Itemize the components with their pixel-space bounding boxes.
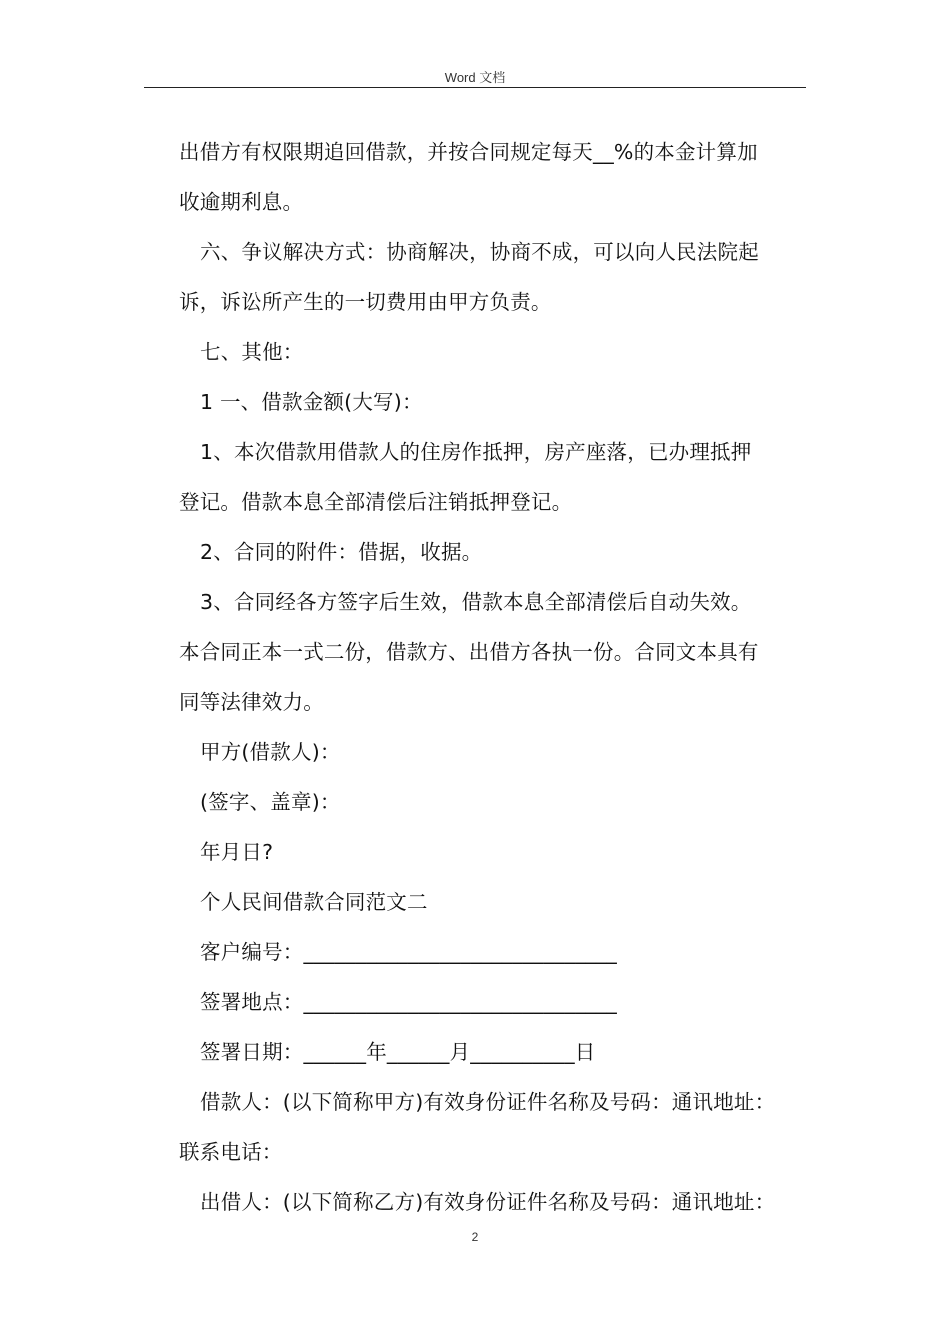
paragraph-line: 1、本次借款用借款人的住房作抵押，房产座落，已办理抵押 xyxy=(200,440,752,464)
section-heading: 七、其他： xyxy=(200,340,304,364)
paragraph-line: 诉，诉讼所产生的一切费用由甲方负责。 xyxy=(179,290,552,314)
paragraph-line: 1 一、借款金额(大写)： xyxy=(200,390,423,414)
paragraph-line: 2、合同的附件：借据，收据。 xyxy=(200,540,483,564)
header-divider xyxy=(144,87,806,88)
document-body xyxy=(179,127,809,1227)
signature-party-label: 甲方(借款人)： xyxy=(200,740,341,764)
signing-date-field: 签署日期：______年______月__________日 xyxy=(200,1040,596,1064)
borrower-info-line: 借款人：(以下简称甲方)有效身份证件名称及号码：通讯地址： xyxy=(200,1090,776,1114)
contact-phone-line: 联系电话： xyxy=(179,1140,283,1164)
page-number: 2 xyxy=(471,1230,479,1244)
paragraph-line: 3、合同经各方签字后生效，借款本息全部清偿后自动失效。 xyxy=(200,590,752,614)
paragraph-line: 收逾期利息。 xyxy=(179,190,304,214)
paragraph-line: 出借方有权限期追回借款，并按合同规定每天__%的本金计算加 xyxy=(179,140,758,164)
page-header: Word 文档 xyxy=(444,70,506,85)
client-number-field: 客户编号：______________________________ xyxy=(200,940,617,964)
date-label: 年月日? xyxy=(200,840,274,864)
paragraph-line: 登记。借款本息全部清偿后注销抵押登记。 xyxy=(179,490,573,514)
paragraph-line: 六、争议解决方式：协商解决，协商不成，可以向人民法院起 xyxy=(200,240,759,264)
signing-place-field: 签署地点：______________________________ xyxy=(200,990,617,1014)
paragraph-line: 本合同正本一式二份，借款方、出借方各执一份。合同文本具有 xyxy=(179,640,759,664)
signature-label: (签字、盖章)： xyxy=(200,790,341,814)
document-subtitle: 个人民间借款合同范文二 xyxy=(200,890,428,914)
paragraph-line: 同等法律效力。 xyxy=(179,690,324,714)
lender-info-line: 出借人：(以下简称乙方)有效身份证件名称及号码：通讯地址： xyxy=(200,1190,776,1214)
